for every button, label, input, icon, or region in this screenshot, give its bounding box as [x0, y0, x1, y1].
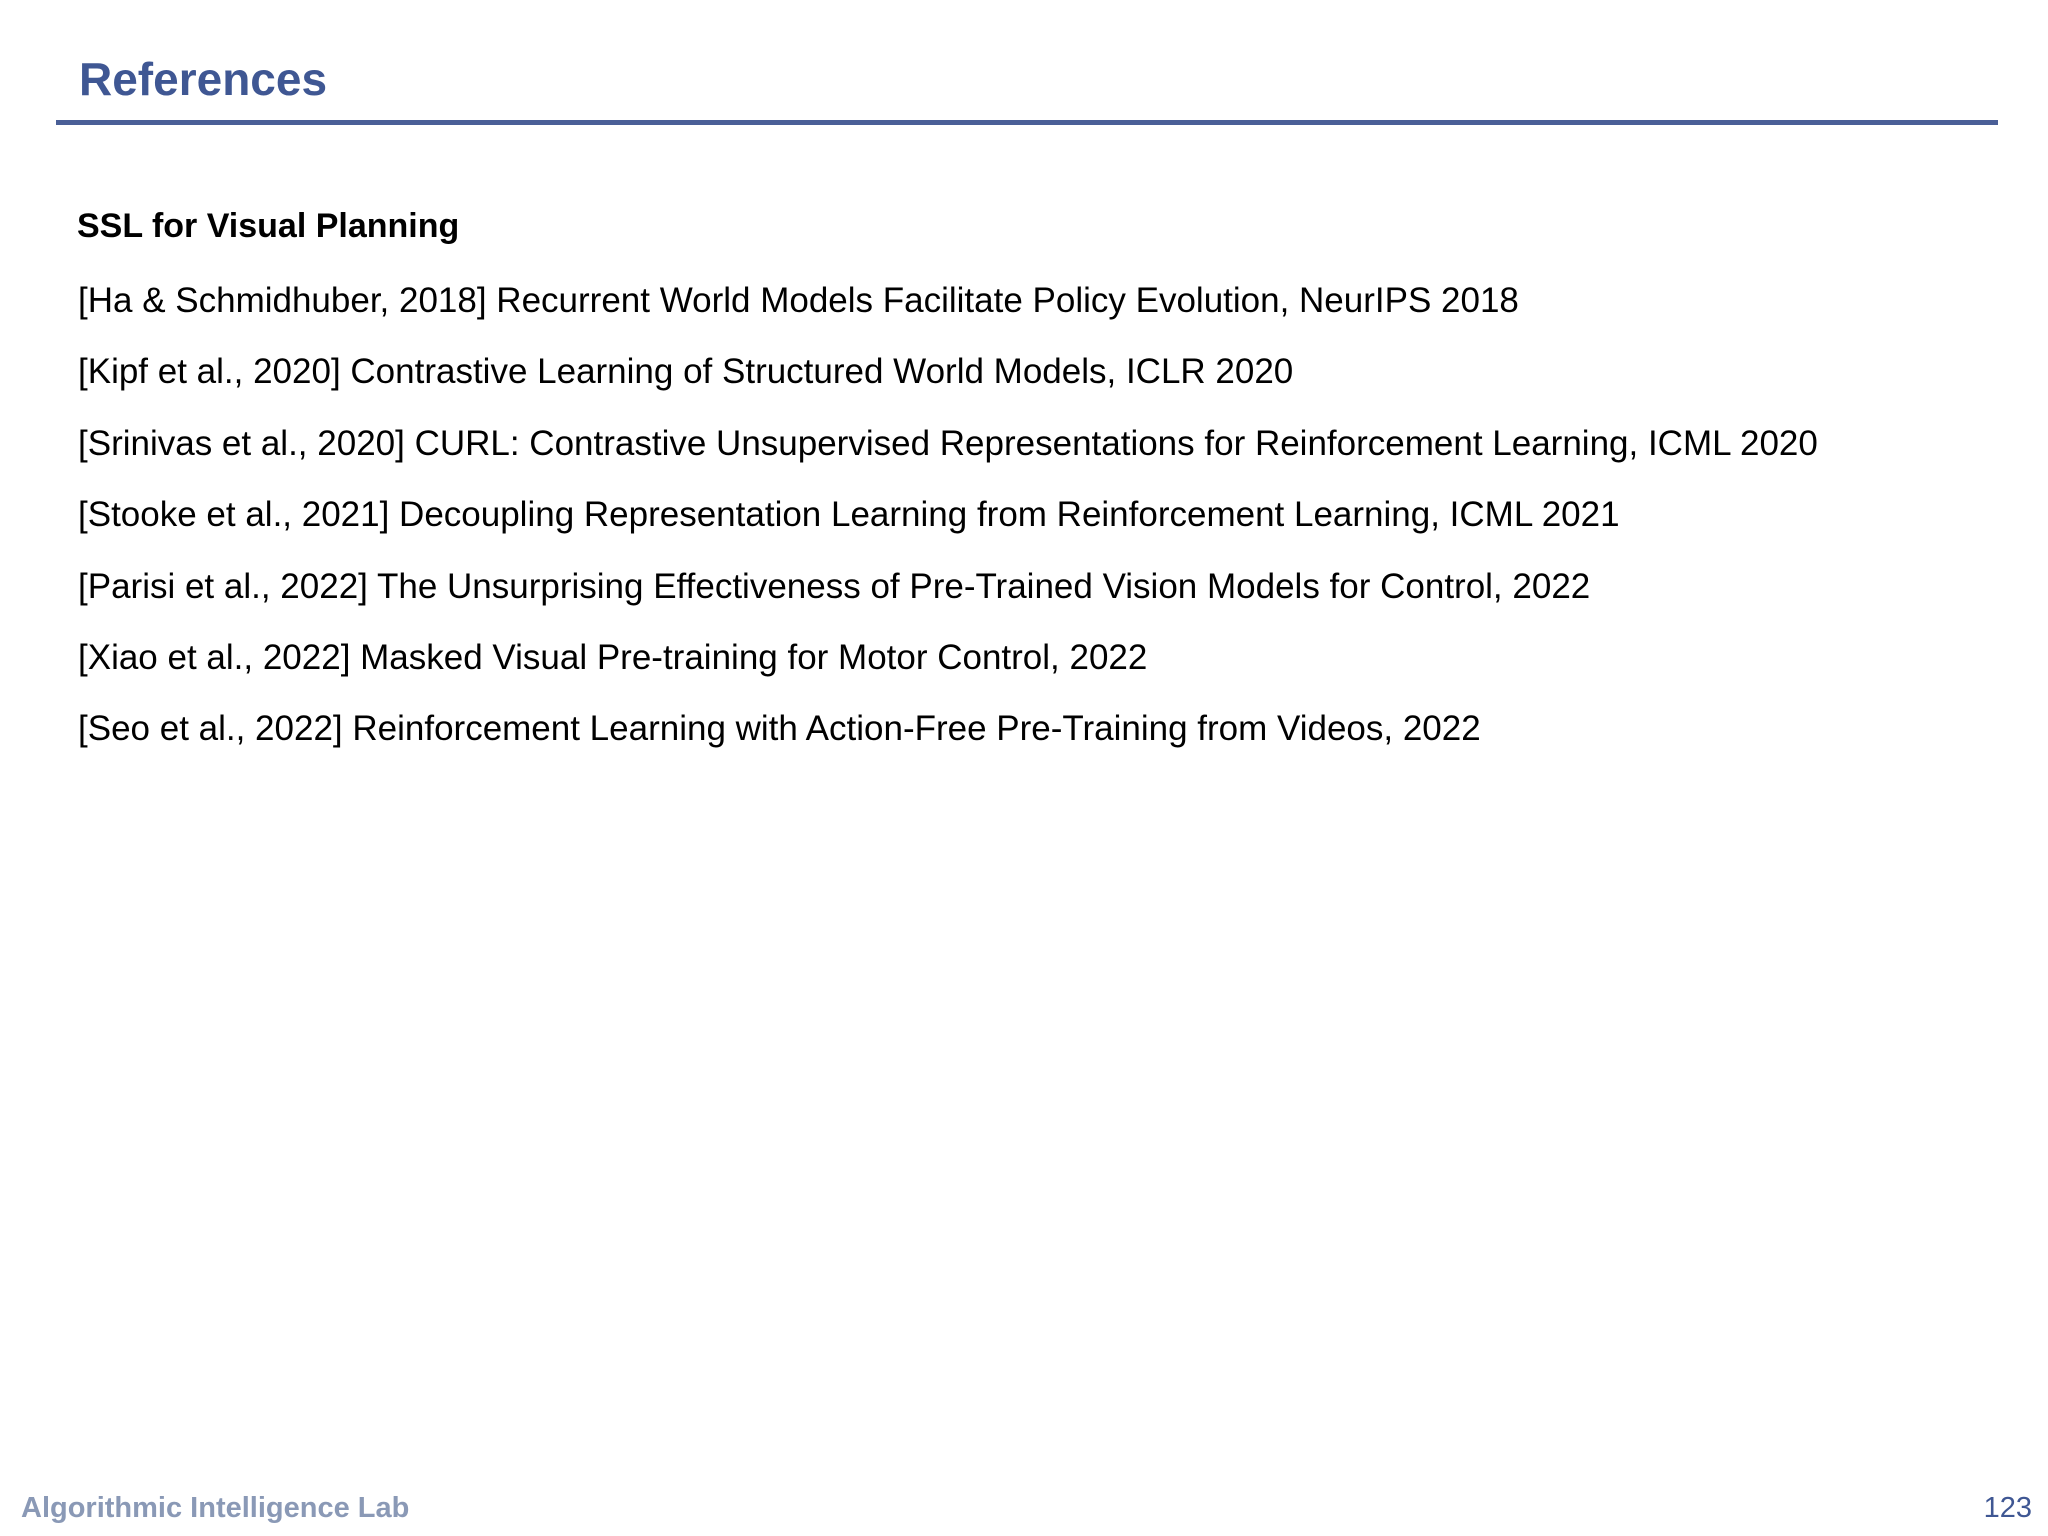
reference-item: [Seo et al., 2022] Reinforcement Learning with Action-Free Pre-Training from Videos, 2022	[78, 709, 1481, 749]
reference-item: [Stooke et al., 2021] Decoupling Representation Learning from Reinforcement Learning, ICML 2021	[78, 495, 1620, 535]
slide-title: References	[79, 53, 328, 105]
reference-list	[78, 280, 1818, 780]
reference-item: [Ha & Schmidhuber, 2018] Recurrent World Models Facilitate Policy Evolution, NeurIPS 2018	[78, 281, 1519, 320]
reference-item: [Parisi et al., 2022] The Unsurprising Effectiveness of Pre-Trained Vision Models for Control, 2022	[78, 566, 1591, 606]
reference-item: [Srinivas et al., 2020] CURL: Contrastive Unsupervised Representations for Reinforcement Learning, ICML 2020	[78, 423, 1818, 463]
title-divider	[56, 120, 1998, 125]
page-number: 123	[1983, 1492, 2032, 1524]
footer-lab-name: Algorithmic Intelligence Lab	[21, 1492, 410, 1524]
section-heading: SSL for Visual Planning	[77, 207, 460, 245]
reference-item: [Kipf et al., 2020] Contrastive Learning of Structured World Models, ICLR 2020	[78, 352, 1294, 392]
reference-item: [Xiao et al., 2022] Masked Visual Pre-training for Motor Control, 2022	[78, 637, 1148, 677]
